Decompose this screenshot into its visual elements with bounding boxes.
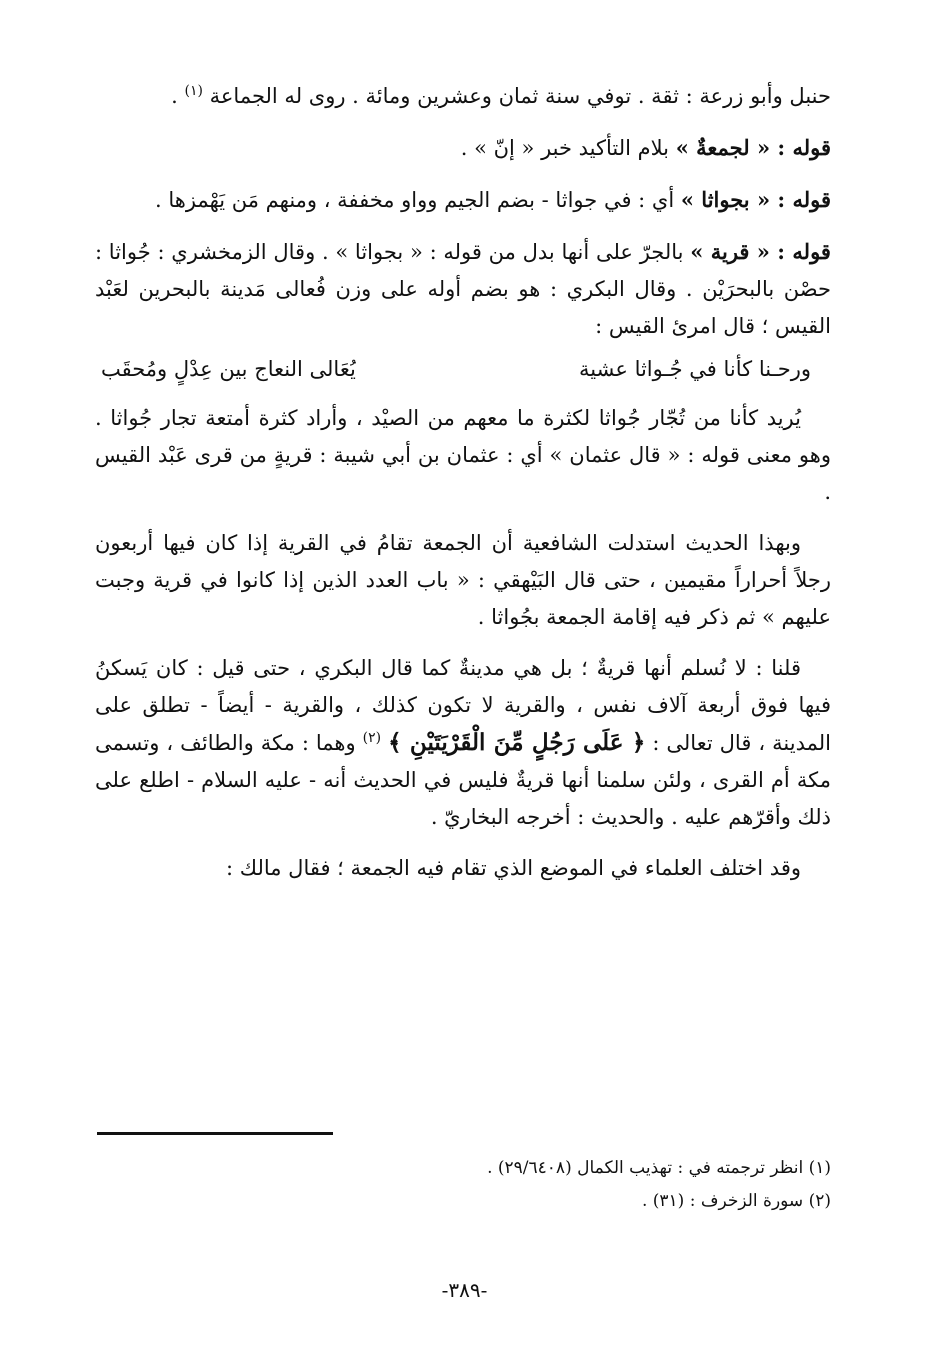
paragraph-4 — [95, 233, 831, 345]
page-number: -٣٨٩- — [441, 1278, 488, 1302]
poetry-verse — [95, 351, 831, 388]
main-text — [95, 78, 831, 901]
paragraph-3 — [95, 181, 831, 219]
paragraph-7-rest: وهما : مكة والطائف ، وتسمى مكة أم القرى ، ولئن سلمنا أنها قريةٌ فليس في الحديث أنه - عليه السلام - اطلع على ذلك وأقرّهم عليه . والحديث : أخرجه البخاريّ . — [95, 731, 831, 829]
paragraph-8 — [95, 850, 831, 887]
verse-second-hemistich: يُعَالى النعاج بين عِدْلٍ ومُحقَب — [101, 357, 356, 381]
paragraph-3-text: أي : في جواثا - بضم الجيم وواو مخففة ، ومنهم مَن يَهْمزها . — [155, 188, 675, 212]
footnote-1: (١) انظر ترجمته في : تهذيب الكمال (٢٩/٦٤٠٨) . — [487, 1158, 831, 1178]
paragraph-1-text: حنبل وأبو زرعة : ثقة . توفي سنة ثمان وعشرين ومائة . روى له الجماعة — [209, 84, 831, 108]
footnote-divider — [97, 1132, 333, 1135]
paragraph-5-text: يُريد كأنا من تُجّار جُواثا لكثرة ما معهم من الصيْد ، وأراد كثرة أمتعة تجار جُواثا . وهو معنى قوله : « قال عثمان » أي : عثمان بن أبي شيبة : قريةٍ من قرى عَبْد القيس . — [95, 406, 831, 504]
paragraph-7 — [95, 650, 831, 836]
paragraph-7-text: قلنا : لا نُسلم أنها قريةٌ ؛ بل هي مدينةٌ كما قال البكري ، حتى قيل : كان يَسكنُ فيها فوق أربعة آلاف نفس ، والقرية لا تكون كذلك ، والقرية - أيضاً - تطلق على المدينة ، قال تعالى : — [95, 656, 831, 755]
paragraph-8-text: وقد اختلف العلماء في الموضع الذي تقام فيه الجمعة ؛ فقال مالك : — [226, 856, 801, 880]
footnote-ref-1: (١) — [184, 83, 203, 99]
footnotes — [95, 1152, 831, 1218]
paragraph-3-lead: قوله : « بجواثا » — [680, 187, 831, 212]
footnote-2: (٢) سورة الزخرف : (٣١) . — [641, 1191, 831, 1211]
paragraph-2-text: بلام التأكيد خبر « إنّ » . — [460, 136, 670, 160]
footnote-ref-2: (٢) — [362, 730, 382, 746]
paragraph-6-text: وبهذا الحديث استدلت الشافعية أن الجمعة تقامُ في القرية إذا كان فيها أربعون رجلاً أحراراً مقيمين ، حتى قال البَيْهقي : « باب العدد الذين إذا كانوا في قرية وجبت عليهم » ثم ذكر فيه إقامة الجمعة بجُواثا . — [95, 531, 831, 629]
paragraph-1 — [95, 78, 831, 115]
paragraph-2-lead: قوله : « لجمعةٌ » — [675, 135, 831, 160]
paragraph-6 — [95, 525, 831, 636]
verse-first-hemistich: ورحـنا كأنا في جُـواثا عشية — [579, 357, 811, 381]
quran-quote: ﴿ عَلَى رَجُلٍ مِّنَ الْقَرْيَتَيْنِ ﴾ — [388, 729, 646, 756]
paragraph-4-lead: قوله : « قرية » — [690, 239, 831, 264]
paragraph-2 — [95, 129, 831, 167]
paragraph-4-text: بالجرّ على أنها بدل من قوله : « بجواثا » . وقال الزمخشري : جُواثا : حصْن بالبحرَيْن . وقال البكري : هو بضم أوله على وزن فُعالى مَدينة بالبحرين لعَبْد القيس ؛ قال امرئ القيس : — [95, 240, 831, 338]
paragraph-1-end: . — [171, 84, 178, 108]
paragraph-5 — [95, 400, 831, 511]
